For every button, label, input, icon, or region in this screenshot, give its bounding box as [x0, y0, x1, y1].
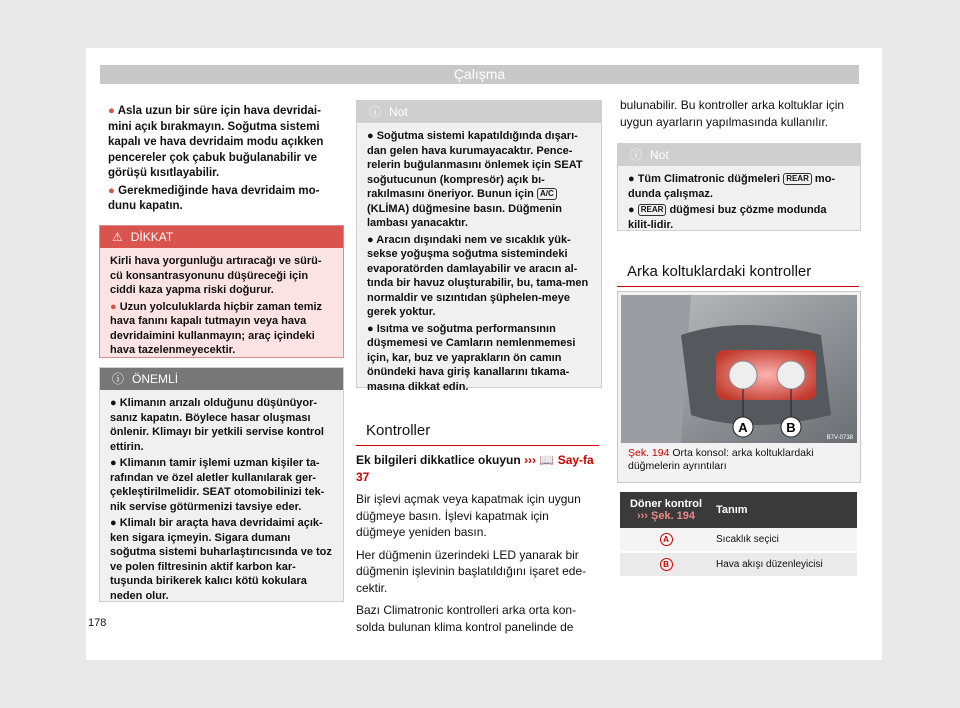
- table-header-col2: Tanım: [712, 492, 857, 528]
- note-header: [618, 144, 860, 166]
- row-key: B: [620, 552, 712, 577]
- note-box-middle: [356, 100, 602, 393]
- table-row: [620, 552, 857, 577]
- row-desc: Hava akışı düzenleyicisi: [712, 552, 857, 577]
- figure-box: [617, 291, 861, 483]
- book-icon: 📖: [539, 453, 555, 467]
- table-header-col1: Döner kontrol ››› Şek. 194: [620, 492, 712, 528]
- continued-text: bulunabilir. Bu kontroller arka koltuklar için uygun ayarların yapılmasında kullanılır.: [620, 98, 845, 129]
- important-item: ● Klimalı bir araçta hava devridaimi açık-ken sigara içmeyin. Sigara dumanı soğutma sistemi buharlaştırıcısında ve toz ve polen filtresinin aktif karbon kar-tuşunda birikerek kalıcı kötü kokulara neden olur.: [110, 517, 332, 602]
- info-icon: ⓘ: [630, 148, 643, 162]
- paragraph: Bazı Climatronic kontrolleri arka orta kon-solda bulunan klima kontrol panelinde de: [356, 603, 577, 634]
- note-item: ● Tüm Climatronic düğmeleri REAR mo-dunda çalışmaz.: [628, 173, 836, 200]
- middle-text: [356, 452, 600, 641]
- page-number: 178: [88, 617, 107, 629]
- info-icon: ⓘ: [369, 105, 382, 119]
- figure-label: Şek. 194: [628, 447, 670, 459]
- page-link[interactable]: Say-fa 37: [356, 453, 594, 484]
- callout-b-label: B: [786, 420, 796, 435]
- rear-console-image: [621, 295, 857, 443]
- ac-key-icon: A/C: [537, 188, 557, 200]
- important-item: ● Klimanın arızalı olduğunu düşünüyor-sanız kapatın. Böylece hasar oluşması önlenir. Klimayı bir yetkili servise kontrol ettirin.: [110, 397, 324, 453]
- row-desc: Sıcaklık seçici: [712, 528, 857, 552]
- rear-key-icon: REAR: [783, 173, 812, 185]
- paragraph: Bir işlevi açmak veya kapatmak için uygun düğmeye basın. İşlevi kapatmak için düğmeye yeniden basın.: [356, 492, 581, 539]
- note-item: ● Aracın dışındaki nem ve sıcaklık yük-sekse yoğuşma soğutma sistemindeki evaporatörden damlayabilir ve aracın al-tında bir havuz oluşturabilir, bu, tama-men normaldir ve sızıntıdan şüphelen-meye gerek yoktur.: [367, 233, 589, 318]
- warning-item: ● Uzun yolculuklarda hiçbir zaman temiz hava fanını kapalı tutmayın veya hava devridaimini kullanmayın; araç içindeki hava tazelenmeyecektir.: [110, 300, 323, 356]
- note-item: ● Soğutma sistemi kapatıldığında dışarı-dan gelen hava kurumayacaktır. Pence-relerin buğulanmasını önlemek için SEAT soğutucunun (kompresör) açık bı-rakılmasını öneriyor. Bunun için A/C (KLİMA) düğmesine basın. Düğmenin lambası yanacaktır.: [367, 130, 583, 229]
- section-title-rear: Arka koltuklardaki kontroller: [617, 257, 859, 287]
- page-header: Çalışma: [100, 65, 859, 84]
- section-title-kontroller: Kontroller: [356, 416, 599, 446]
- important-title: ÖNEMLİ: [132, 372, 179, 386]
- read-more-line: Ek bilgileri dikkatlice okuyun ››› 📖 Say-fa 37: [356, 453, 594, 484]
- warning-triangle-icon: ⚠: [112, 230, 123, 244]
- table-row: [620, 528, 857, 552]
- figure-caption-text: Orta konsol: arka koltuklardaki düğmelerin ayrıntıları: [628, 447, 814, 472]
- note-item: ● Isıtma ve soğutma performansının düşmemesi ve Camların nemlenmemesi için, kar, buz ve yaprakların ön camın önündeki hava giriş kanallarını tıkama-masına dikkat edin.: [367, 322, 576, 393]
- row-key: A: [620, 528, 712, 552]
- rear-key-icon: REAR: [638, 204, 667, 216]
- intro-bullet-2: ● Gerekmediğinde hava devridaim mo-dunu kapatın.: [108, 184, 320, 212]
- important-header: [100, 368, 343, 390]
- warning-body: [100, 248, 343, 368]
- controls-table: [620, 492, 857, 578]
- note-title: Not: [389, 105, 408, 119]
- warning-header: [100, 226, 343, 248]
- warning-item: Kirli hava yorgunluğu artıracağı ve sürü-cü konsantrasyonunu düşüreceği için ciddi kaza yapma riski doğurur.: [110, 255, 322, 296]
- note-title: Not: [650, 148, 669, 162]
- left-column: [108, 104, 343, 215]
- callout-a-label: A: [738, 420, 748, 435]
- note-header: [357, 101, 601, 123]
- important-box: [99, 367, 344, 602]
- intro-bullet-1: ● Asla uzun bir süre için hava devridai-mini açık bırakmayın. Soğutma sistemi kapalı ve hava devridaim modu açıkken pencereler çok çabuk buğulanabilir ve görüşü kısıtlayabilir.: [108, 105, 324, 179]
- note-body: [357, 123, 601, 404]
- important-item: ● Klimanın tamir işlemi uzman kişiler ta-rafından ve özel aletler kullanılarak ger-çekleştirilmelidir. SEAT otomobilinizi tek-nik servise götürmenizi tavsiye eder.: [110, 457, 325, 513]
- warning-box: [99, 225, 344, 358]
- note-box-right: [617, 143, 861, 231]
- info-circle-icon: ⓘ: [112, 372, 125, 386]
- paragraph: Her düğmenin üzerindeki LED yanarak bir düğmenin işlevinin başlatıldığını işaret ede-cektir.: [356, 547, 587, 595]
- figure-caption: [628, 447, 853, 473]
- table-header-row: [620, 492, 857, 528]
- note-item: ● REAR düğmesi buz çözme modunda kilit-lidir.: [628, 204, 827, 231]
- figure-code: B7V-0738: [826, 435, 853, 441]
- important-body: [100, 390, 343, 613]
- note-body: [618, 166, 860, 242]
- warning-title: DİKKAT: [130, 230, 174, 244]
